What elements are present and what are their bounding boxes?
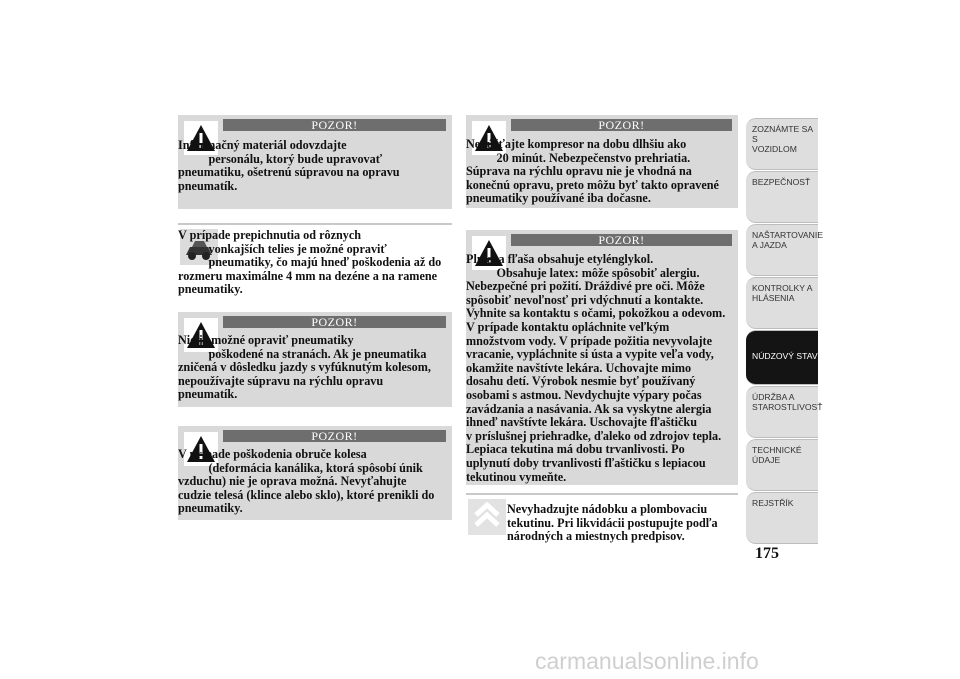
warning-text: Informačný materiál odovzdajte personálu, ktorý bude upravovať pneumatiku, ošetrenú súpravou na opravu pneumatík. <box>178 138 400 193</box>
sidebar-tab-rejstrik[interactable] <box>746 492 818 544</box>
sidebar-tab-label: ZOZNÁMTE SA S VOZIDLOM <box>752 124 813 154</box>
page-number: 175 <box>755 545 779 562</box>
sidebar-tab-udrzba[interactable] <box>746 386 823 438</box>
note-text: V prípade prepichnutia od rôznych vonkajších telies je možné opraviť pneumatiky, čo majú hneď poškodenia až do rozmeru maximálne 4 mm na dezéne a na ramene pneumatiky. <box>178 228 442 297</box>
recycle-icon <box>468 499 506 535</box>
sidebar-tab-bezpecnost[interactable] <box>746 171 818 223</box>
note-divider <box>466 493 738 495</box>
warning-label: POZOR! <box>223 316 446 328</box>
sidebar-tab-kontrolky[interactable] <box>746 277 818 329</box>
warning-box-4 <box>466 115 738 208</box>
warning-box-2 <box>178 312 452 407</box>
note-text: Nevyhadzujte nádobku a plombovaciu tekutinu. Pri likvidácii postupujte podľa národných a miestnych predpisov. <box>507 502 718 544</box>
info-note-1 <box>178 223 452 303</box>
sidebar-tab-label: REJSTŘÍK <box>752 498 794 508</box>
sidebar-tab-label: NAŠTARTOVANIE A JAZDA <box>752 230 823 250</box>
warning-box-5 <box>466 230 738 485</box>
sidebar-tab-startovanie[interactable] <box>746 224 823 276</box>
sidebar-tab-label: KONTROLKY A HLÁSENIA <box>752 283 813 303</box>
warning-text: Nie je možné opraviť pneumatiky poškodené na stranách. Ak je pneumatika zničená v dôsledku jazdy s vyfúknutým kolesom, nepoužívajte súpravu na rýchlu opravu pneumatík. <box>178 333 431 402</box>
sidebar-tab-label: TECHNICKÉ ÚDAJE <box>752 445 802 465</box>
warning-label: POZOR! <box>223 430 446 442</box>
warning-label: POZOR! <box>223 119 446 131</box>
sidebar-tab-nudzovy-stav[interactable] <box>746 330 818 385</box>
warning-text: Plniaca fľaša obsahuje etylénglykol. Obsahuje latex: môže spôsobiť alergiu. Nebezpečné pri požití. Dráždivé pre oči. Môže spôsobiť nevoľnosť pri vdýchnutí a kontakte. Vyhnite sa kontaktu s očami, pokožkou a odevom. V prípade kontaktu opláchnite veľkým množstvom vody. V prípade požitia nevyvolajte vracanie, vypláchnite si ústa a vypite veľa vody, okamžite navštívte lekára. Uchovajte mimo dosahu detí. Výrobok nesmie byť používaný osobami s astmou. Nevdychujte výpary počas zavádzania a nasávania. Ak sa vyskytne alergia ihneď navštívte lekára. Uschovajte fľaštičku v príslušnej priehradke, ďaleko od zdrojov tepla. Lepiaca tekutina má dobu trvanlivosti. Po uplynutí doby trvanlivosti fľaštičku s lepiacou tekutinou vymeňte. <box>466 252 726 484</box>
warning-text: Nepúšťajte kompresor na dobu dlhšiu ako 20 minút. Nebezpečenstvo prehriatia. Súprava na rýchlu opravu nie je vhodná na konečnú opravu, preto môžu byť takto opravené pneumatiky používané iba dočasne. <box>466 137 719 206</box>
info-note-2 <box>466 493 738 545</box>
warning-box-3 <box>178 426 452 520</box>
sidebar-tab-vozidlo[interactable] <box>746 118 818 170</box>
sidebar-tab-label: BEZPEČNOSŤ <box>752 177 811 187</box>
sidebar-tab-technicke-udaje[interactable] <box>746 439 818 491</box>
sidebar-tab-label: NÚDZOVÝ STAV <box>752 351 818 361</box>
sidebar-tab-label: ÚDRŽBA A STAROSTLIVOSŤ <box>752 392 823 412</box>
warning-text: V prípade poškodenia obruče kolesa (deformácia kanálika, ktorá spôsobí únik vzduchu) nie je oprava možná. Nevyťahujte cudzie telesá (klince alebo sklo), ktoré prenikli do pneumatiky. <box>178 447 435 516</box>
warning-label: POZOR! <box>511 234 732 246</box>
warning-label: POZOR! <box>511 119 732 131</box>
watermark: carmanualsonline.info <box>535 648 759 674</box>
note-divider <box>178 223 452 225</box>
warning-box-1 <box>178 115 452 209</box>
